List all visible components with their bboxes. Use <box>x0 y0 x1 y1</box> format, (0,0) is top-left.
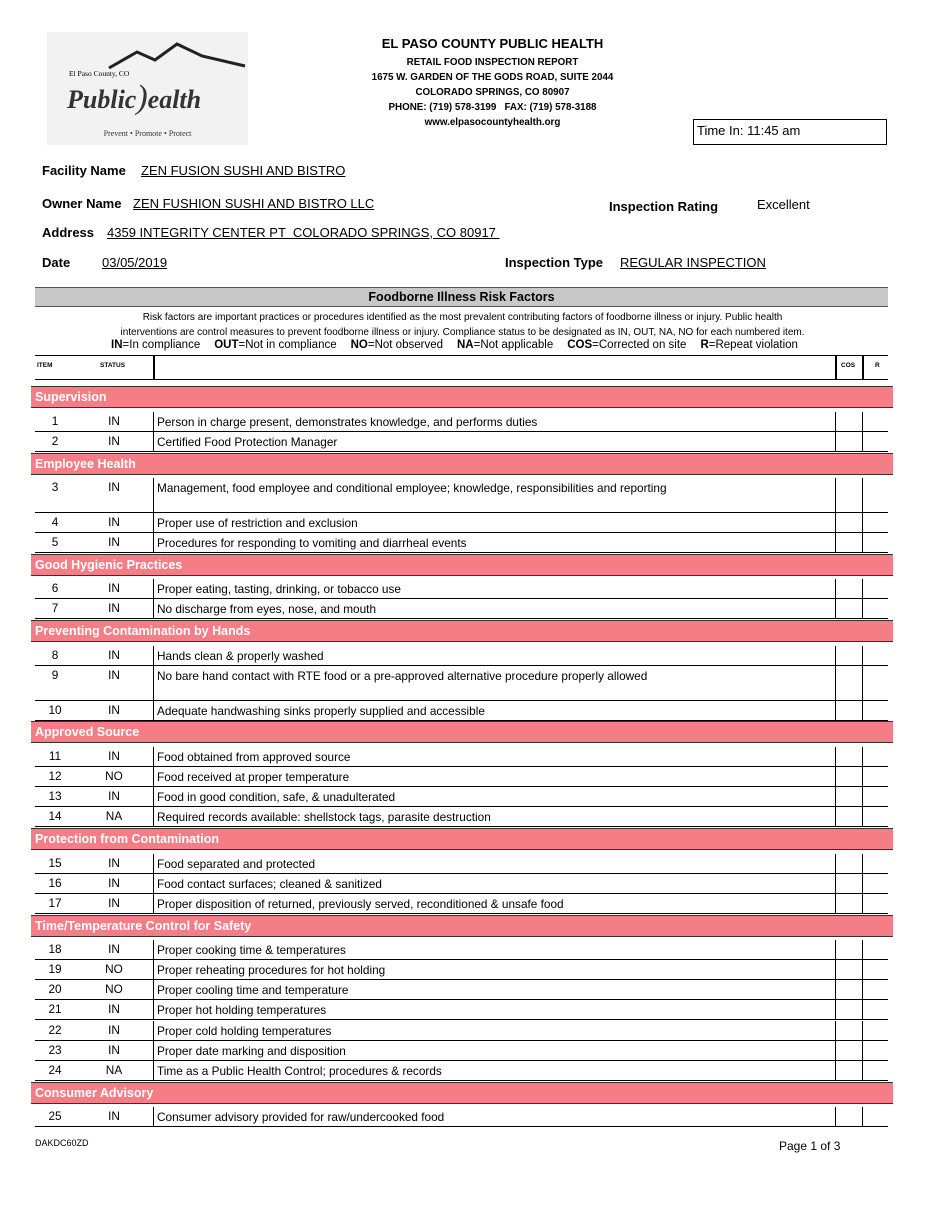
table-row <box>35 747 888 767</box>
item-description: Proper cold holding temperatures <box>157 1024 332 1038</box>
table-row <box>35 854 888 874</box>
item-description: Person in charge present, demonstrates knowledge, and performs duties <box>157 415 538 429</box>
item-status: IN <box>108 434 120 448</box>
item-number: 2 <box>51 434 59 448</box>
item-description: Hands clean & properly washed <box>157 649 324 663</box>
inspection-rating-value: Excellent <box>757 197 810 212</box>
table-row <box>35 599 888 619</box>
item-description: Adequate handwashing sinks properly supplied and accessible <box>157 704 485 718</box>
intro-line2: interventions are control measures to prevent foodborne illness or injury. Compliance status to be designated as IN, OUT, NA, NO for each numbered item. <box>120 327 805 338</box>
category-header <box>31 620 893 642</box>
item-number: 11 <box>48 749 62 763</box>
item-number: 14 <box>48 809 62 823</box>
item-description: Required records available: shellstock tags, parasite destruction <box>157 810 491 824</box>
item-status: IN <box>108 480 120 494</box>
item-description: Food obtained from approved source <box>157 750 351 764</box>
item-status: IN <box>108 1023 120 1037</box>
time-in-box: Time In: 11:45 am <box>693 119 887 145</box>
item-number: 3 <box>51 480 59 494</box>
table-row <box>35 1061 888 1081</box>
owner-name-value: ZEN FUSHION SUSHI AND BISTRO LLC <box>133 196 375 211</box>
item-status: IN <box>108 703 120 717</box>
category-header <box>31 453 893 475</box>
category-header <box>31 828 893 850</box>
item-number: 12 <box>48 769 62 783</box>
category-header <box>31 1082 893 1104</box>
table-row <box>35 960 888 980</box>
item-description: Proper disposition of returned, previously served, reconditioned & unsafe food <box>157 897 564 911</box>
date-value: 03/05/2019 <box>102 255 168 270</box>
item-status: IN <box>108 896 120 910</box>
inspection-type-value: REGULAR INSPECTION <box>620 255 766 270</box>
category-title: Consumer Advisory <box>35 1086 154 1100</box>
legend-item <box>111 339 200 351</box>
item-description: Food separated and protected <box>157 857 316 871</box>
table-row <box>35 646 888 666</box>
facility-name-label: Facility Name <box>42 163 126 178</box>
item-number: 5 <box>51 535 59 549</box>
legend-item <box>567 339 686 351</box>
table-row <box>35 533 888 553</box>
item-status: IN <box>108 648 120 662</box>
inspection-rating-label: Inspection Rating <box>609 199 719 214</box>
category-title: Preventing Contamination by Hands <box>35 624 251 638</box>
item-description: Food received at proper temperature <box>157 770 350 784</box>
legend-code: IN <box>111 339 123 351</box>
legend-code: COS <box>567 339 593 351</box>
category-title: Approved Source <box>35 725 140 739</box>
category-title: Time/Temperature Control for Safety <box>35 919 252 933</box>
table-row <box>35 513 888 533</box>
table-row <box>35 1021 888 1041</box>
agency-address-line1: 1675 W. GARDEN OF THE GODS ROAD, SUITE 2044 <box>371 72 614 83</box>
owner-name-label: Owner Name <box>42 196 122 211</box>
item-number: 17 <box>48 896 62 910</box>
item-number: 9 <box>51 668 59 682</box>
item-status: IN <box>108 535 120 549</box>
report-header <box>320 36 665 130</box>
risk-factors-intro <box>70 310 855 340</box>
item-description: Proper date marking and disposition <box>157 1044 346 1058</box>
table-row <box>35 666 888 701</box>
item-status: IN <box>108 668 120 682</box>
legend-text: =Not applicable <box>473 339 554 351</box>
report-title: RETAIL FOOD INSPECTION REPORT <box>406 57 579 68</box>
intro-line1: Risk factors are important practices or procedures identified as the most prevalent contributing factors of foodborne illness or injury. Public health <box>142 312 783 323</box>
page-number: Page 1 of 3 <box>779 1139 841 1153</box>
item-status: IN <box>108 856 120 870</box>
item-status: IN <box>108 1109 120 1123</box>
table-row <box>35 579 888 599</box>
table-row <box>35 767 888 787</box>
inspection-type-label: Inspection Type <box>505 255 603 270</box>
table-row <box>35 940 888 960</box>
category-title: Employee Health <box>35 457 136 471</box>
category-title: Good Hygienic Practices <box>35 558 183 572</box>
legend-code: NA <box>457 339 474 351</box>
category-title: Supervision <box>35 390 107 404</box>
item-number: 8 <box>51 648 59 662</box>
item-status: NA <box>105 809 123 823</box>
category-header <box>31 554 893 576</box>
item-description: Time as a Public Health Control; procedures & records <box>157 1064 442 1078</box>
category-title: Protection from Contamination <box>35 832 220 846</box>
item-status: IN <box>108 1043 120 1057</box>
item-number: 7 <box>51 601 59 615</box>
address-value: 4359 INTEGRITY CENTER PT COLORADO SPRINGS, CO 80917 <box>107 225 500 240</box>
legend-text: =In compliance <box>122 339 201 351</box>
item-description: Food contact surfaces; cleaned & sanitized <box>157 877 382 891</box>
legend-item <box>214 339 336 351</box>
item-status: IN <box>108 1002 120 1016</box>
item-number: 22 <box>48 1023 62 1037</box>
category-header <box>31 721 893 743</box>
item-number: 20 <box>48 982 62 996</box>
col-status: STATUS <box>100 362 126 369</box>
item-status: IN <box>108 515 120 529</box>
item-number: 1 <box>51 414 59 428</box>
facility-name-value: ZEN FUSION SUSHI AND BISTRO <box>141 163 346 178</box>
item-status: IN <box>108 749 120 763</box>
item-status: NO <box>105 769 123 783</box>
item-description: Management, food employee and conditional employee; knowledge, responsibilities and reporting <box>157 481 667 495</box>
table-row <box>35 787 888 807</box>
item-description: Certified Food Protection Manager <box>157 435 338 449</box>
item-description: Consumer advisory provided for raw/undercooked food <box>157 1110 445 1124</box>
item-description: Proper cooking time & temperatures <box>157 943 346 957</box>
logo-county: El Paso County, CO <box>69 69 130 78</box>
table-row <box>35 980 888 1000</box>
logo-tagline: Prevent • Promote • Protect <box>103 129 192 138</box>
table-row <box>35 701 888 721</box>
legend-item <box>700 339 798 351</box>
agency-address-line2: COLORADO SPRINGS, CO 80907 <box>415 87 570 98</box>
legend-text: =Not in compliance <box>238 339 337 351</box>
category-header <box>31 915 893 937</box>
item-number: 15 <box>48 856 62 870</box>
item-description: Proper hot holding temperatures <box>157 1003 327 1017</box>
legend-text: =Repeat violation <box>708 339 798 351</box>
table-row <box>35 894 888 914</box>
logo-wordmark: Public)ealth <box>67 79 202 116</box>
item-description: No discharge from eyes, nose, and mouth <box>157 602 377 616</box>
legend-item <box>351 339 443 351</box>
item-number: 23 <box>48 1043 62 1057</box>
legend-code: NO <box>350 339 368 351</box>
item-description: Procedures for responding to vomiting and diarrheal events <box>157 536 467 550</box>
public-health-logo <box>47 32 248 145</box>
table-row <box>35 1041 888 1061</box>
table-row <box>35 478 888 513</box>
agency-phone: PHONE: (719) 578-3199 FAX: (719) 578-3188 <box>388 102 597 113</box>
item-number: 24 <box>48 1063 62 1077</box>
item-number: 18 <box>48 942 62 956</box>
legend-text: =Not observed <box>367 339 443 351</box>
table-row <box>35 432 888 452</box>
item-status: IN <box>108 414 120 428</box>
table-column-header <box>35 355 888 380</box>
item-status: NO <box>105 982 123 996</box>
status-legend <box>35 339 888 351</box>
risk-factors-title: Foodborne Illness Risk Factors <box>35 287 888 307</box>
item-status: NA <box>105 1063 123 1077</box>
item-description: Proper cooling time and temperature <box>157 983 349 997</box>
legend-text: =Corrected on site <box>592 339 687 351</box>
item-description: Proper reheating procedures for hot holding <box>157 963 386 977</box>
table-row <box>35 1000 888 1020</box>
item-description: Proper use of restriction and exclusion <box>157 516 358 530</box>
legend-code: OUT <box>214 339 239 351</box>
item-status: IN <box>108 942 120 956</box>
item-status: IN <box>108 876 120 890</box>
date-label: Date <box>42 255 71 270</box>
item-number: 19 <box>48 962 62 976</box>
item-number: 10 <box>48 703 62 717</box>
col-item: ITEM <box>37 362 53 369</box>
col-cos: COS <box>841 362 856 369</box>
item-description: Food in good condition, safe, & unadulterated <box>157 790 396 804</box>
document-code: DAKDC60ZD <box>35 1138 89 1148</box>
table-row <box>35 412 888 432</box>
item-number: 21 <box>48 1002 62 1016</box>
table-row <box>35 807 888 827</box>
item-status: NO <box>105 962 123 976</box>
table-row <box>35 1107 888 1127</box>
item-number: 16 <box>48 876 62 890</box>
item-number: 4 <box>51 515 59 529</box>
item-status: IN <box>108 601 120 615</box>
item-number: 25 <box>48 1109 62 1123</box>
item-status: IN <box>108 789 120 803</box>
item-number: 6 <box>51 581 59 595</box>
legend-item <box>457 339 553 351</box>
col-r: R <box>875 362 880 369</box>
table-row <box>35 874 888 894</box>
item-description: No bare hand contact with RTE food or a pre-approved alternative procedure properly allowed <box>157 669 648 683</box>
legend-code: R <box>700 339 709 351</box>
item-status: IN <box>108 581 120 595</box>
agency-name: EL PASO COUNTY PUBLIC HEALTH <box>381 36 604 51</box>
item-description: Proper eating, tasting, drinking, or tobacco use <box>157 582 401 596</box>
item-number: 13 <box>48 789 62 803</box>
category-header <box>31 386 893 408</box>
agency-website[interactable]: www.elpasocountyhealth.org <box>424 117 561 128</box>
address-label: Address <box>42 225 95 240</box>
